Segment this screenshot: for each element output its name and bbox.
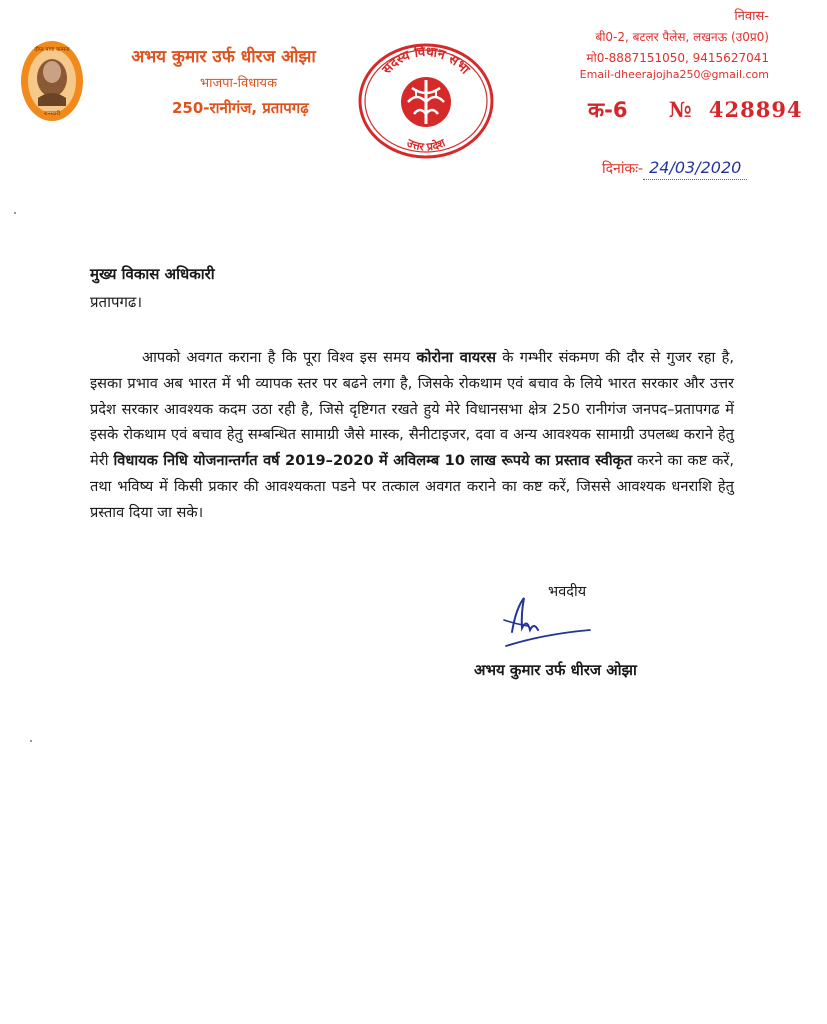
reference-label: क-6 (588, 98, 628, 122)
scan-speck (14, 212, 16, 214)
letterhead-name: अभय कुमार उर्फ धीरज ओझा (131, 47, 316, 67)
reference-value: 428894 (708, 97, 803, 122)
closing-salutation: भवदीय (548, 584, 587, 600)
body-text-part: करने का कष्ट करें, तथा भविष्य में किसी प्रकार की आवश्यकता पडने पर तत्काल अवगत कराने का कष्ट करें, जिससे आवश्यक धनराशि हेतु प्रस्ताव दिया जा सके। (90, 452, 734, 521)
date-value: 24/03/2020 (643, 158, 747, 180)
addressee: मुख्य विकास अधिकारी (90, 265, 215, 283)
address-line: बी0-2, बटलर पैलेस, लखनऊ (उ0प्र0) (595, 30, 769, 44)
letter-body (90, 345, 734, 526)
portrait-caption-top: दीप्त पापा कामना (34, 47, 70, 53)
numero-symbol: № (668, 97, 692, 122)
letterhead-role: भाजपा-विधायक (200, 76, 278, 91)
portrait-caption-bottom: रानादारी (43, 111, 61, 117)
body-bold-text: कोरोना वायरस (416, 349, 497, 366)
mla-portrait-emblem (20, 40, 84, 122)
addressee-city: प्रतापगढ। (90, 293, 143, 311)
signatory-name: अभय कुमार उर्फ धीरज ओझा (474, 661, 637, 679)
seal-bottom-text: उत्तर प्रदेश (404, 136, 448, 154)
seal-emblem-icon (401, 77, 451, 127)
reference-number (588, 96, 803, 124)
residence-label: निवास- (734, 9, 769, 24)
handwritten-signature (494, 594, 602, 656)
date-label: दिनांकः- (602, 161, 644, 177)
vidhan-sabha-seal (356, 42, 496, 160)
letterhead-constituency: 250-रानीगंज, प्रतापगढ़ (172, 99, 309, 117)
svg-text:सदस्य विधान सभा (379, 44, 473, 78)
body-bold-text: विधायक निधि योजनान्तर्गत वर्ष 2019–2020 में अविलम्ब 10 लाख रूपये का प्रस्ताव स्वीकृत (113, 452, 633, 470)
date-row (602, 158, 747, 178)
phone-line: मो0-8887151050, 9415627041 (586, 51, 769, 65)
body-text-part: के गम्भीर संकमण की दौर से गुजर रहा है, इसका प्रभाव अब भारत में भी व्यापक स्तर पर बढने लगा है, जिसके रोकथाम एवं बचाव के लिये भारत सरकार और उत्तर प्रदेश सरकार आवश्यक कदम उठा रही है, जिसे दृष्टिगत रखते हुये मेरे विधानसभा क्षेत्र 250 रानीगंज जनपद–प्रतापगढ में इसके रोकथाम एवं बचाव हेतु सम्बन्धित सामाग्री जैसे मास्क, सैनीटाइजर, दवा व अन्य आवश्यक सामाग्री उपलब्ध कराने हेतु मेरी (90, 349, 734, 470)
email-line: Email-dheerajojha250@gmail.com (579, 68, 769, 81)
scan-speck (30, 740, 32, 742)
seal-top-text: सदस्य विधान सभा (379, 44, 473, 78)
body-text-part: आपको अवगत कराना है कि पूरा विश्व इस समय (142, 349, 417, 366)
